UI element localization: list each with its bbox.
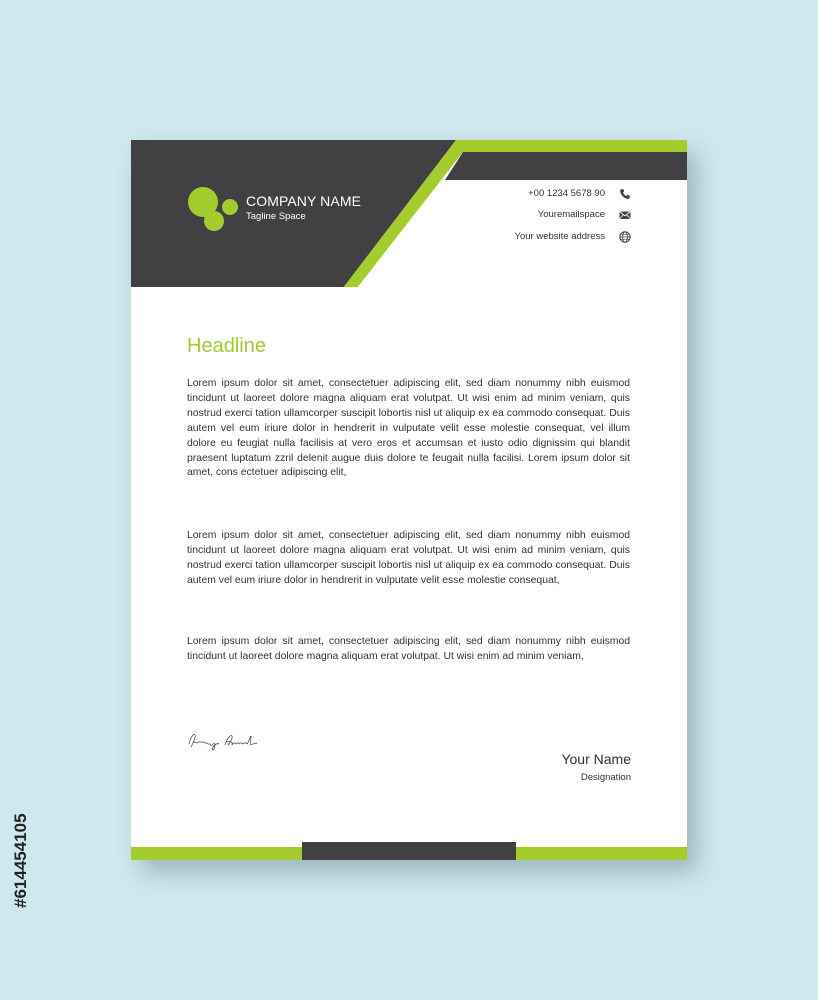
headline: Headline xyxy=(187,335,266,357)
stock-id-text: #614454105 xyxy=(11,813,30,908)
contact-email xyxy=(538,207,631,221)
phone-number: +00 1234 5678 90 xyxy=(528,187,605,199)
company-name: COMPANY NAME xyxy=(246,193,362,209)
company-tagline: Tagline Space xyxy=(246,211,306,222)
body-paragraph-3: Lorem ipsum dolor sit amet, consectetuer adipiscing elit, sed diam nonummy nibh euismod tincidunt ut laoreet dolore magna aliquam erat volutpat. Ut wisi enim ad minim veniam, xyxy=(187,636,630,662)
phone-icon xyxy=(619,187,631,199)
letterhead-page xyxy=(131,140,687,860)
body-paragraph-2: Lorem ipsum dolor sit amet, consectetuer adipiscing elit, sed diam nonummy nibh euismod tincidunt ut laoreet dolore magna aliquam erat volutpat. Ut wisi enim ad minim veniam, quis nostrud exerci tation ullamcorper suscipit lobortis nisl ut aliquip ex ea commodo consequat. Duis autem vel eum iriure dolor in hendrerit in vulputate velit esse molestie consequat, xyxy=(187,530,630,586)
envelope-icon xyxy=(619,208,631,220)
stock-id-label xyxy=(7,765,33,910)
website-address: Your website address xyxy=(514,230,605,242)
sender-name: Your Name xyxy=(561,751,631,767)
company-logo xyxy=(187,184,239,232)
footer-dark-block xyxy=(302,842,516,860)
globe-icon xyxy=(619,230,631,242)
body-paragraph-1: Lorem ipsum dolor sit amet, consectetuer adipiscing elit, sed diam nonummy nibh euismod tincidunt ut laoreet dolore magna aliquam erat volutpat. Ut wisi enim ad minim veniam, quis nostrud exerci tation ullamcorper suscipit lobortis nisl ut aliquip ex ea commodo consequat. Duis autem vel eum iriure dolor in hendrerit in vulputate velit esse molestie consequat, vel illum dolore eu feugiat nulla facilisis at vero eros et accumsan et iusto odio dignissim qui blandit praesent luptatum zzril delenit augue duis dolore te feugait nulla facilisi. Lorem ipsum dolor sit amet, cons ectetuer adipiscing elit, xyxy=(187,378,630,479)
contact-phone xyxy=(528,186,631,200)
sender-designation: Designation xyxy=(580,772,631,783)
contact-website xyxy=(515,229,631,243)
email-address: Youremailspace xyxy=(537,208,605,220)
handwritten-signature xyxy=(187,730,261,752)
